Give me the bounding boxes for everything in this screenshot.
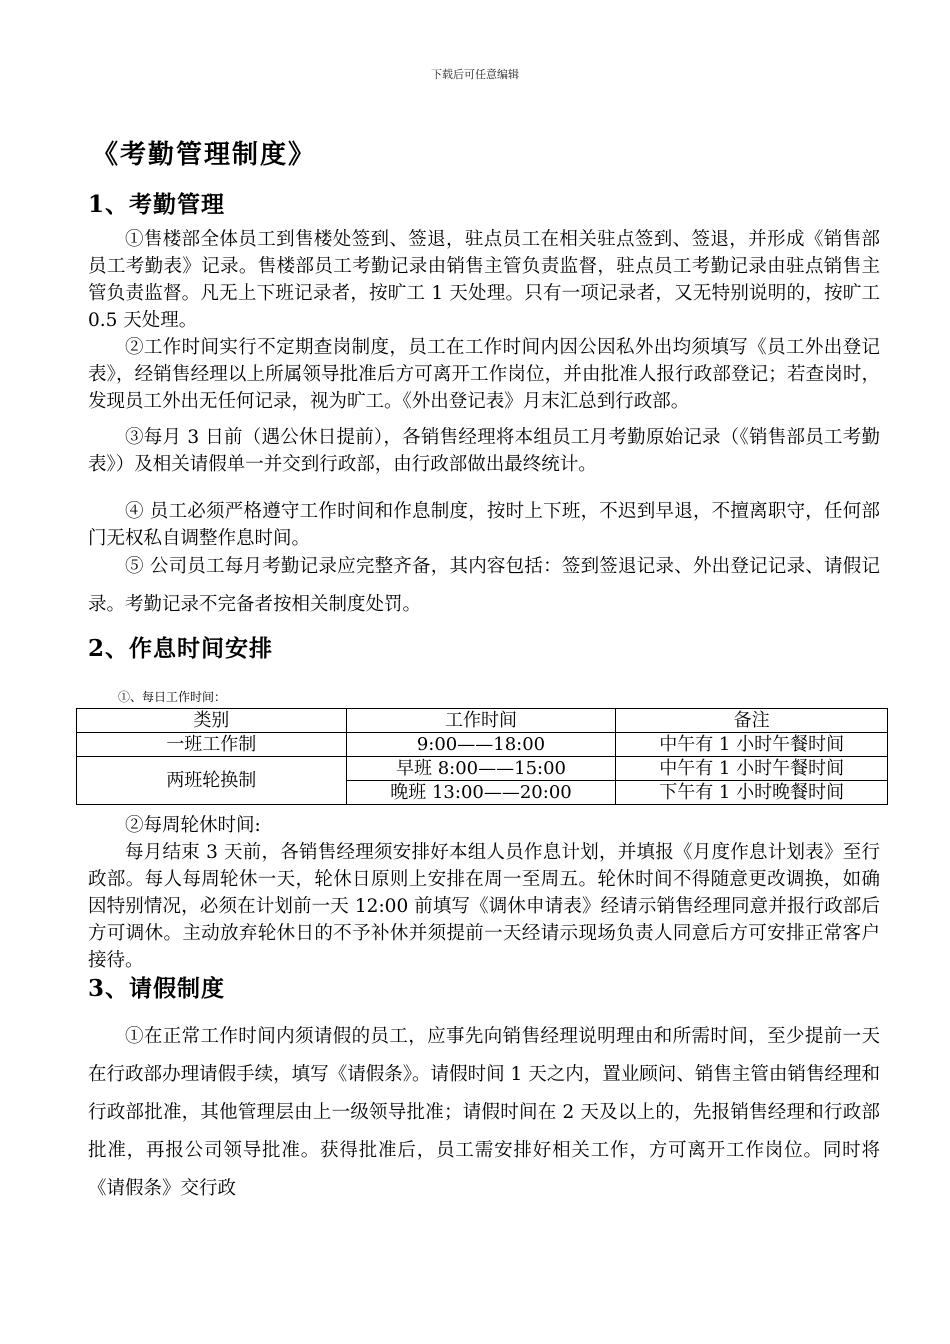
attendance-paragraph-4: ④ 员工必须严格遵守工作时间和作息制度，按时上下班，不迟到早退，不擅离职守，任何部门无权私自调整作息时间。: [88, 501, 880, 549]
cell-work-time: 早班 8:00——15:00: [346, 757, 616, 781]
section-heading-attendance: 1、考勤管理: [88, 191, 226, 218]
table-row: [77, 757, 888, 781]
table-row: [77, 733, 888, 757]
daily-work-time-label: ①、每日工作时间：: [118, 690, 227, 704]
attendance-paragraph-5: ⑤ 公司员工每月考勤记录应完整齐备，其内容包括：签到签退记录、外出登记记录、请假记录。考勤记录不完备者按相关制度处罚。: [88, 556, 880, 615]
document-title: 《考勤管理制度》: [92, 140, 317, 170]
weekly-rest-paragraph: 每月结束 3 天前，各销售经理须安排好本组人员作息计划，并填报《月度作息计划表》至行政部。每人每周轮休一天，轮休日原则上安排在周一至周五。轮休时间不得随意更改调换，如确因特别情况，必须在计划前一天 12:00 前填写《调休申请表》经请示销售经理同意并报行政部后方可调休。主动放弃轮休日的不予补休并须提前一天经请示现场负责人同意后方可安排正常客户接待。: [88, 842, 880, 971]
leave-paragraph-1: ①在正常工作时间内须请假的员工，应事先向销售经理说明理由和所需时间，至少提前一天在行政部办理请假手续，填写《请假条》。请假时间 1 天之内，置业顾问、销售主管由销售经理和行政部批准，其他管理层由上一级领导批准；请假时间在 2 天及以上的，先报销售经理和行政部批准，再报公司领导批准。获得批准后，员工需安排好相关工作，方可离开工作岗位。同时将《请假条》交行政: [88, 1026, 880, 1199]
cell-category: 一班工作制: [77, 733, 347, 757]
weekly-rest-label: ②每周轮休时间:: [125, 815, 261, 836]
section-heading-leave: 3、请假制度: [88, 975, 226, 1002]
cell-remarks: 中午有 1 小时午餐时间: [616, 757, 888, 781]
header-remarks: 备注: [616, 709, 888, 733]
header-category: 类别: [77, 709, 347, 733]
cell-work-time: 晚班 13:00——20:00: [346, 781, 616, 805]
attendance-paragraph-2: ②工作时间实行不定期查岗制度，员工在工作时间内因公因私外出均须填写《员工外出登记表》，经销售经理以上所属领导批准后方可离开工作岗位，并由批准人报行政部登记；若查岗时，发现员工外出无任何记录，视为旷工。《外出登记表》月末汇总到行政部。: [88, 337, 880, 412]
attendance-paragraph-3: ③每月 3 日前（遇公休日提前），各销售经理将本组员工月考勤原始记录（《销售部员工考勤表》）及相关请假单一并交到行政部，由行政部做出最终统计。: [88, 427, 880, 475]
cell-category: 两班轮换制: [77, 757, 347, 805]
attendance-paragraph-1: ①售楼部全体员工到售楼处签到、签退，驻点员工在相关驻点签到、签退，并形成《销售部员工考勤表》记录。售楼部员工考勤记录由销售主管负责监督，驻点员工考勤记录由驻点销售主管负责监督。凡无上下班记录者，按旷工 1 天处理。只有一项记录者，又无特别说明的，按旷工 0.5 天处理。: [88, 229, 880, 331]
page-header-note: 下载后可任意编辑: [431, 68, 519, 81]
cell-remarks: 下午有 1 小时晚餐时间: [616, 781, 888, 805]
work-schedule-table: [76, 708, 888, 805]
table-header-row: [77, 709, 888, 733]
header-work-time: 工作时间: [346, 709, 616, 733]
section-heading-schedule: 2、作息时间安排: [88, 635, 274, 662]
cell-work-time: 9:00——18:00: [346, 733, 616, 757]
cell-remarks: 中午有 1 小时午餐时间: [616, 733, 888, 757]
